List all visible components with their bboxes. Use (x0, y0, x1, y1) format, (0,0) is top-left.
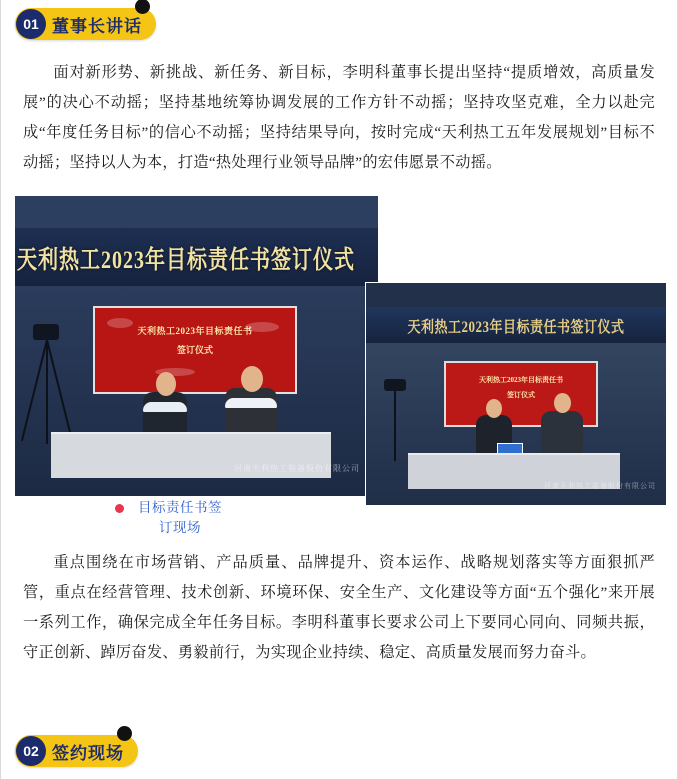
photo-sub-tripod (394, 391, 396, 461)
section-title-2: 签约现场 (52, 743, 124, 763)
led-decor-2 (245, 322, 279, 332)
person-right-head (241, 366, 263, 392)
caption-bullet-icon (115, 504, 124, 513)
photo-sub-person-right-head (554, 393, 571, 413)
photo-sub (365, 282, 667, 506)
person-left-shirt (143, 402, 187, 412)
photo-main-banner-text: 天利热工2023年目标责任书签订仪式 (17, 246, 355, 274)
paragraph-1: 面对新形势、新挑战、新任务、新目标，李明科董事长提出坚持“提质增效，高质量发展”的决心不动摇；坚持基地统筹协调发展的工作方针不动摇；坚持攻坚克难，全力以赴完成“年度任务目标”的信心不动摇；坚持结果导向，按时完成“天利热工五年发展规划”目标不动摇；坚持以人为本，打造“热处理行业领导品牌”的宏伟愿景不动摇。 (23, 64, 655, 171)
caption-text: 目标责任书签订现场 (138, 500, 222, 535)
photo-sub-banner-text: 天利热工2023年目标责任书签订仪式 (407, 317, 625, 336)
badge-dot-icon (135, 0, 150, 14)
photo-sub-screen-line2: 签订仪式 (507, 391, 535, 399)
photo-group (15, 196, 665, 535)
photo-main-screen-line2: 签订仪式 (176, 345, 213, 355)
photo-main-screen-line1: 天利热工2023年目标责任书 (137, 326, 253, 336)
camera-icon (33, 324, 59, 340)
person-left-head (156, 372, 176, 396)
photo-main-tripod (29, 324, 65, 444)
photo-sub-banner (366, 307, 666, 343)
photo-sub-person-left-head (486, 399, 502, 418)
photo-sub-screen-line1: 天利热工2023年目标责任书 (479, 376, 563, 384)
badge-dot-icon (117, 726, 132, 741)
section-heading-2 (15, 731, 215, 773)
person-right-shirt (225, 398, 277, 408)
photo-sub-watermark: 河南天利热工装备股份有限公司 (544, 482, 656, 490)
photo-caption (115, 498, 305, 538)
photo-main (15, 196, 378, 496)
section-title-1: 董事长讲话 (52, 16, 142, 36)
section-heading-1 (15, 0, 677, 46)
photo-sub-camera-icon (384, 379, 406, 391)
section-number-1: 01 (16, 9, 46, 39)
led-decor-1 (107, 318, 133, 328)
photo-main-led-screen (93, 306, 297, 394)
section-number-2: 02 (16, 736, 46, 766)
photo-main-banner (15, 228, 378, 286)
section-badge-2 (15, 735, 138, 767)
tripod-leg (46, 340, 48, 444)
photo-main-watermark: 河南天利热工装备股份有限公司 (234, 464, 360, 473)
section-badge-1 (15, 8, 156, 40)
paragraph-2: 重点围绕在市场营销、产品质量、品牌提升、资本运作、战略规划落实等方面狠抓严管，重点在经营管理、技术创新、环境环保、安全生产、文化建设等方面“五个强化”来开展一系列工作，确保完成全年任务目标。李明科董事长要求公司上下要同心同向、同频共振，守正创新、踔厉奋发、勇毅前行，为实现企业持续、稳定、高质量发展而努力奋斗。 (23, 554, 655, 661)
photo-main-ceiling (15, 196, 378, 228)
